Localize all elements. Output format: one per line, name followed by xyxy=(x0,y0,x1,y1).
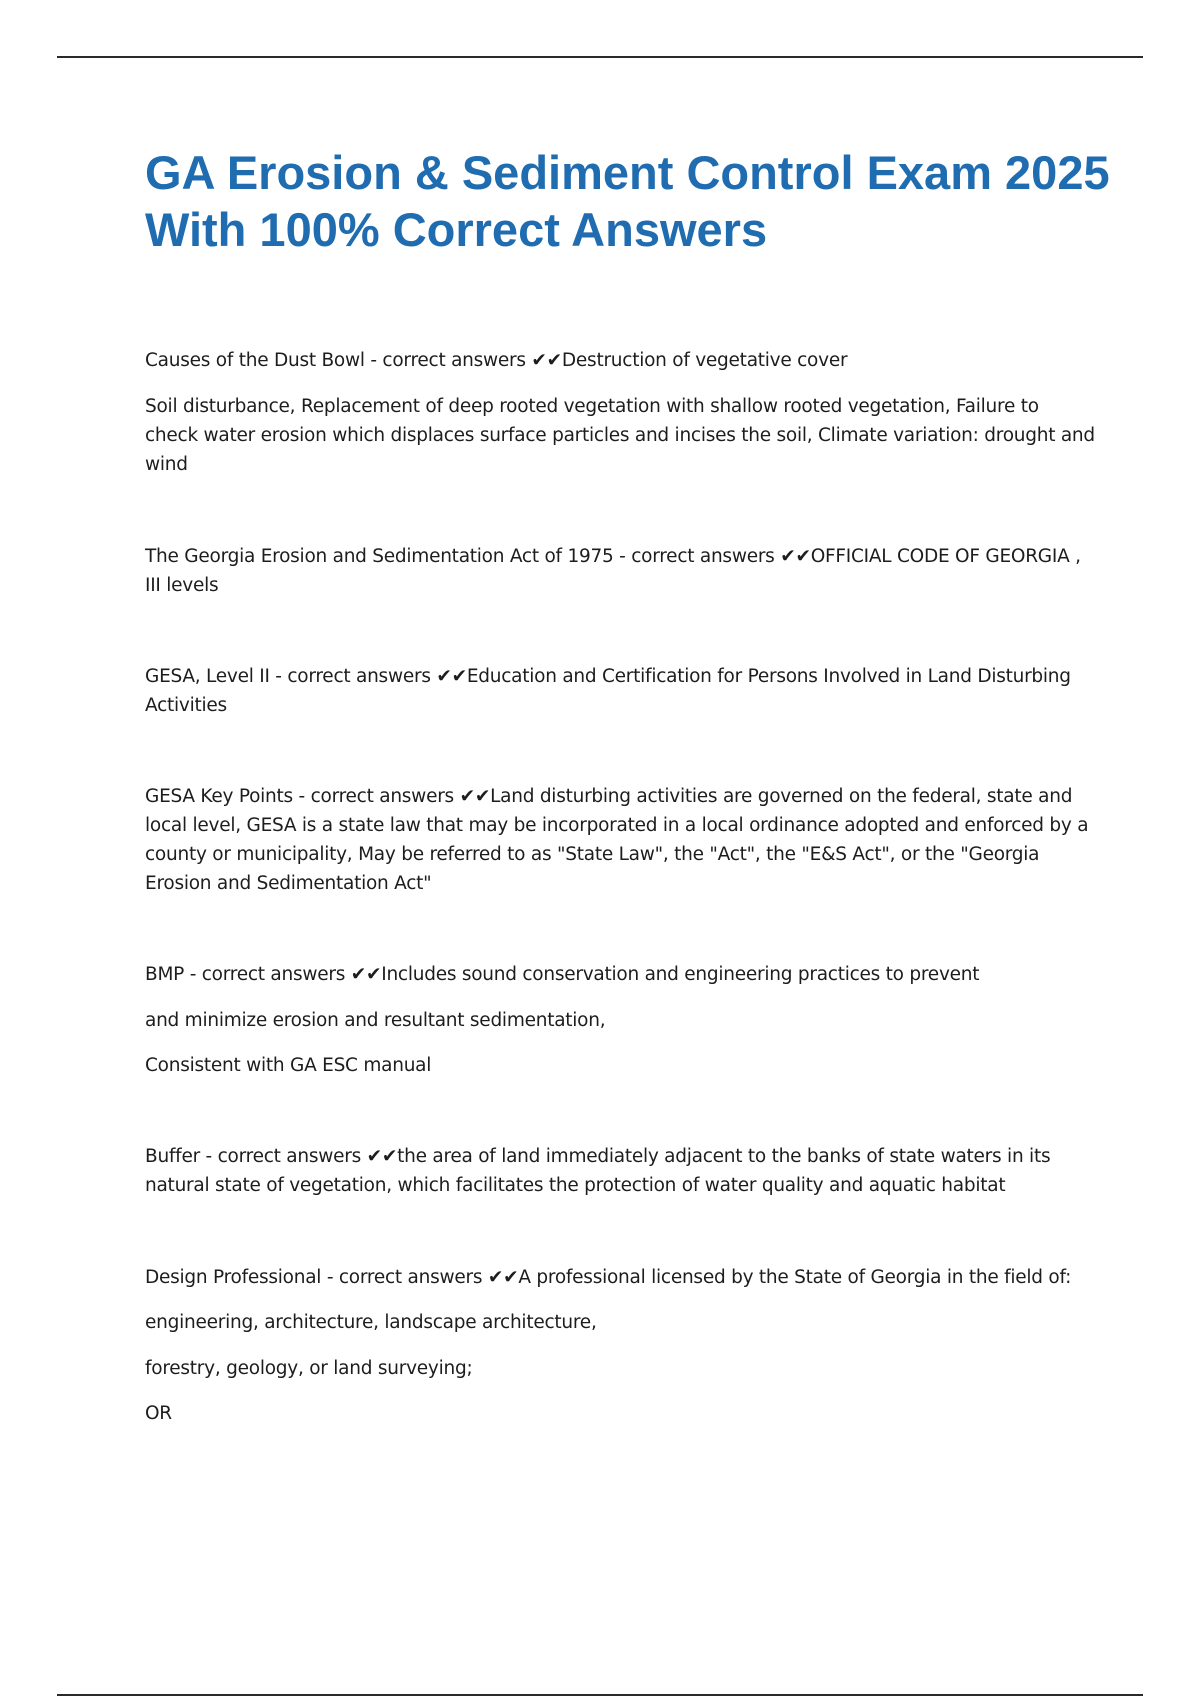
entry-dust-bowl: Causes of the Dust Bowl - correct answers ✔✔Destruction of vegetative cover xyxy=(145,350,848,371)
entry-bmp: BMP - correct answers ✔✔Includes sound conservation and engineering practices to prevent xyxy=(145,964,980,985)
entry-design-professional-line-4: OR xyxy=(145,1403,172,1424)
entry-gesa-key-points: GESA Key Points - correct answers ✔✔Land disturbing activities are governed on the federal, state and local level, GESA is a state law that may be incorporated in a local ordinance adopted and enforced by a county or municipality, May be referred to as "State Law", the "Act", the "E&S Act", or the "Georgia Erosion and Sedimentation Act" xyxy=(145,786,1089,894)
footer-rule xyxy=(57,1694,1143,1696)
header-rule xyxy=(57,56,1143,58)
entry-design-professional-line-3: forestry, geology, or land surveying; xyxy=(145,1358,473,1379)
entry-bmp-line-2: and minimize erosion and resultant sedimentation, xyxy=(145,1010,606,1031)
entry-buffer: Buffer - correct answers ✔✔the area of land immediately adjacent to the banks of state waters in its natural state of vegetation, which facilitates the protection of water quality and aquatic habitat xyxy=(145,1146,1051,1196)
entry-bmp-line-3: Consistent with GA ESC manual xyxy=(145,1055,432,1076)
entry-georgia-act-1975: The Georgia Erosion and Sedimentation Act of 1975 - correct answers ✔✔OFFICIAL CODE OF GEORGIA , III levels xyxy=(145,546,1081,596)
document-title: GA Erosion & Sediment Control Exam 2025 With 100% Correct Answers xyxy=(145,146,1110,256)
entry-design-professional-line-2: engineering, architecture, landscape architecture, xyxy=(145,1312,597,1333)
entry-design-professional: Design Professional - correct answers ✔✔A professional licensed by the State of Georgia in the field of: xyxy=(145,1267,1072,1288)
entry-dust-bowl-details: Soil disturbance, Replacement of deep rooted vegetation with shallow rooted vegetation, Failure to check water erosion which displaces surface particles and incises the soil, Climate variation: drought and wind xyxy=(145,396,1095,475)
entry-gesa-level-ii: GESA, Level II - correct answers ✔✔Education and Certification for Persons Involved in Land Disturbing Activities xyxy=(145,666,1071,716)
